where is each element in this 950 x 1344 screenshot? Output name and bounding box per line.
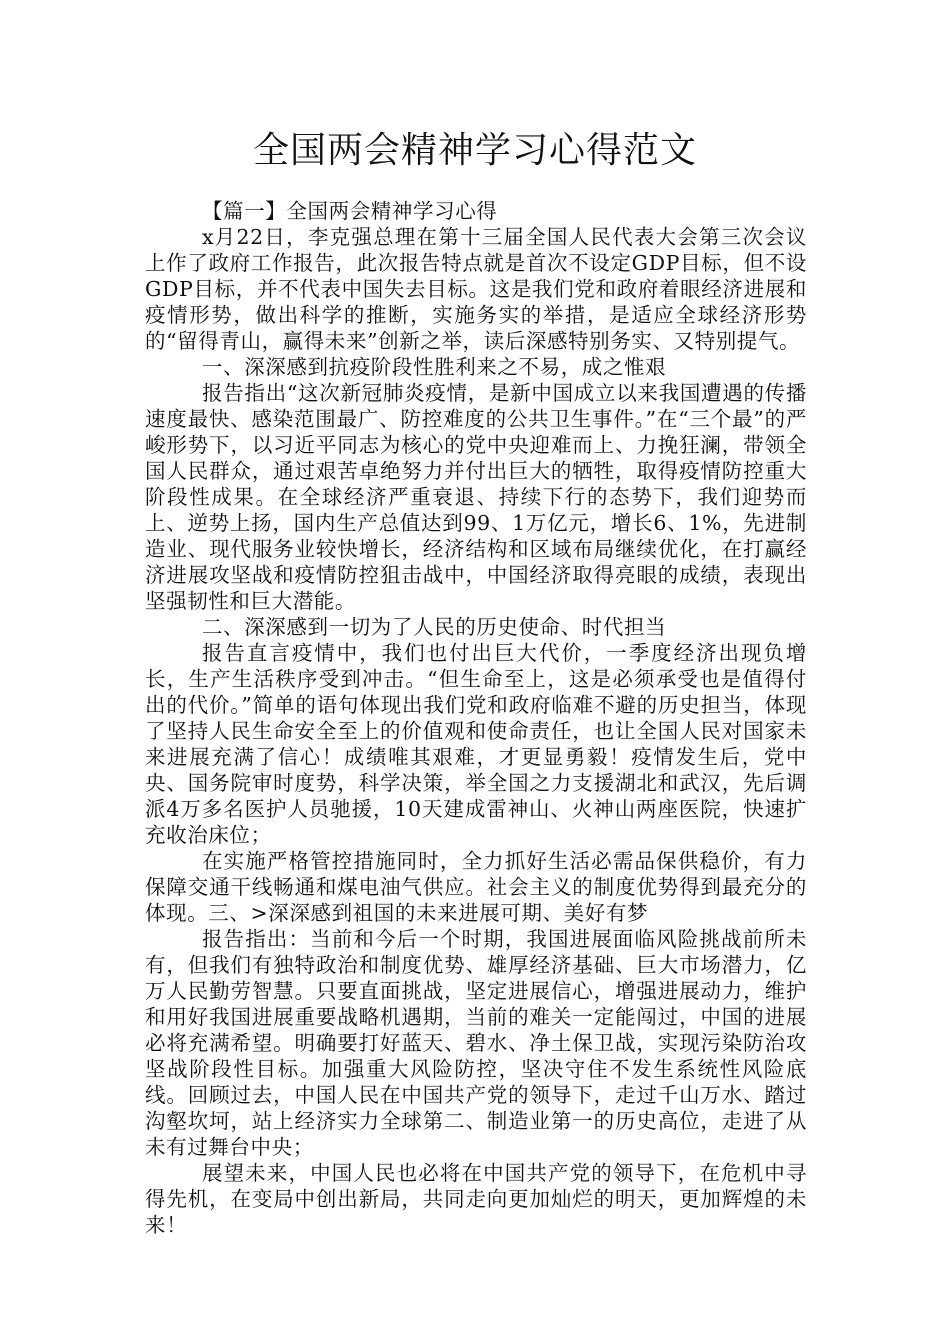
document-body xyxy=(145,198,807,1238)
document-title: 全国两会精神学习心得范文 xyxy=(252,130,697,171)
section-heading-two: 二、深深感到一切为了人民的历史使命、时代担当 xyxy=(202,615,667,639)
paragraph-future-outlook: 报告指出：当前和今后一个时期，我国进展面临风险挑战前所未有，但我们有独特政治和制度优势、雄厚经济基础、巨大市场潜力，亿万人民勤劳智慧。只要直面挑战，坚定进展信心，增强进展动力，维护和用好我国进展重要战略机遇期，当前的难关一定能闯过，中国的进展必将充满希望。明确要打好蓝天、碧水、净土保卫战，实现污染防治攻坚战阶段性目标。加强重大风险防控，坚决守住不发生系统性风险底线。回顾过去，中国人民在中国共产党的领导下，走过千山万水、踏过沟壑坎坷，站上经济实力全球第二、制造业第一的历史高位，走进了从未有过舞台中央； xyxy=(145,927,807,1159)
paragraph-supply-and-heading-three: 在实施严格管控措施同时，全力抓好生活必需品保供稳价，有力保障交通干线畅通和煤电油气供应。社会主义的制度优势得到最充分的体现。三、>深深感到祖国的未来进展可期、美好有梦 xyxy=(145,849,807,925)
paragraph-cost-and-mission: 报告直言疫情中，我们也付出巨大代价，一季度经济出现负增长，生产生活秩序受到冲击。“但生命至上，这是必须承受也是值得付出的代价。”简单的语句体现出我们党和政府临难不避的历史担当，体现了坚持人民生命安全至上的价值观和使命责任，也让全国人民对国家未来进展充满了信心！成绩唯其艰难，才更显勇毅！疫情发生后，党中央、国务院审时度势，科学决策，举全国之力支援湖北和武汉，先后调派4万多名医护人员驰援，10天建成雷神山、火神山两座医院，快速扩充收治床位； xyxy=(145,641,807,847)
paragraph-closing: 展望未来，中国人民也必将在中国共产党的领导下，在危机中寻得先机，在变局中创出新局，共同走向更加灿烂的明天，更加辉煌的未来！ xyxy=(145,1161,807,1237)
paragraph-epidemic-report: 报告指出“这次新冠肺炎疫情，是新中国成立以来我国遭遇的传播速度最快、感染范围最广、防控难度的公共卫生事件。”在“三个最”的严峻形势下，以习近平同志为核心的党中央迎难而上、力挽狂澜，带领全国人民群众，通过艰苦卓绝努力并付出巨大的牺牲，取得疫情防控重大阶段性成果。在全球经济严重衰退、持续下行的态势下，我们迎势而上、逆势上扬，国内生产总值达到99、1万亿元，增长6、1%，先进制造业、现代服务业较快增长，经济结构和区域布局继续优化，在打赢经济进展攻坚战和疫情防控狙击战中，中国经济取得亮眼的成绩，表现出坚强韧性和巨大潜能。 xyxy=(145,381,807,613)
paragraph-intro: x月22日，李克强总理在第十三届全国人民代表大会第三次会议上作了政府工作报告，此次报告特点就是首次不设定GDP目标，但不设GDP目标，并不代表中国失去目标。这是我们党和政府着眼经济进展和疫情形势，做出科学的推断，实施务实的举措，是适应全球经济形势的“留得青山，赢得未来”创新之举，读后深感特别务实、又特别提气。 xyxy=(145,225,807,353)
section-heading-one: 一、深深感到抗疫阶段性胜利来之不易，成之惟艰 xyxy=(202,355,667,379)
section-heading-part-one: 【篇一】全国两会精神学习心得 xyxy=(202,199,498,223)
